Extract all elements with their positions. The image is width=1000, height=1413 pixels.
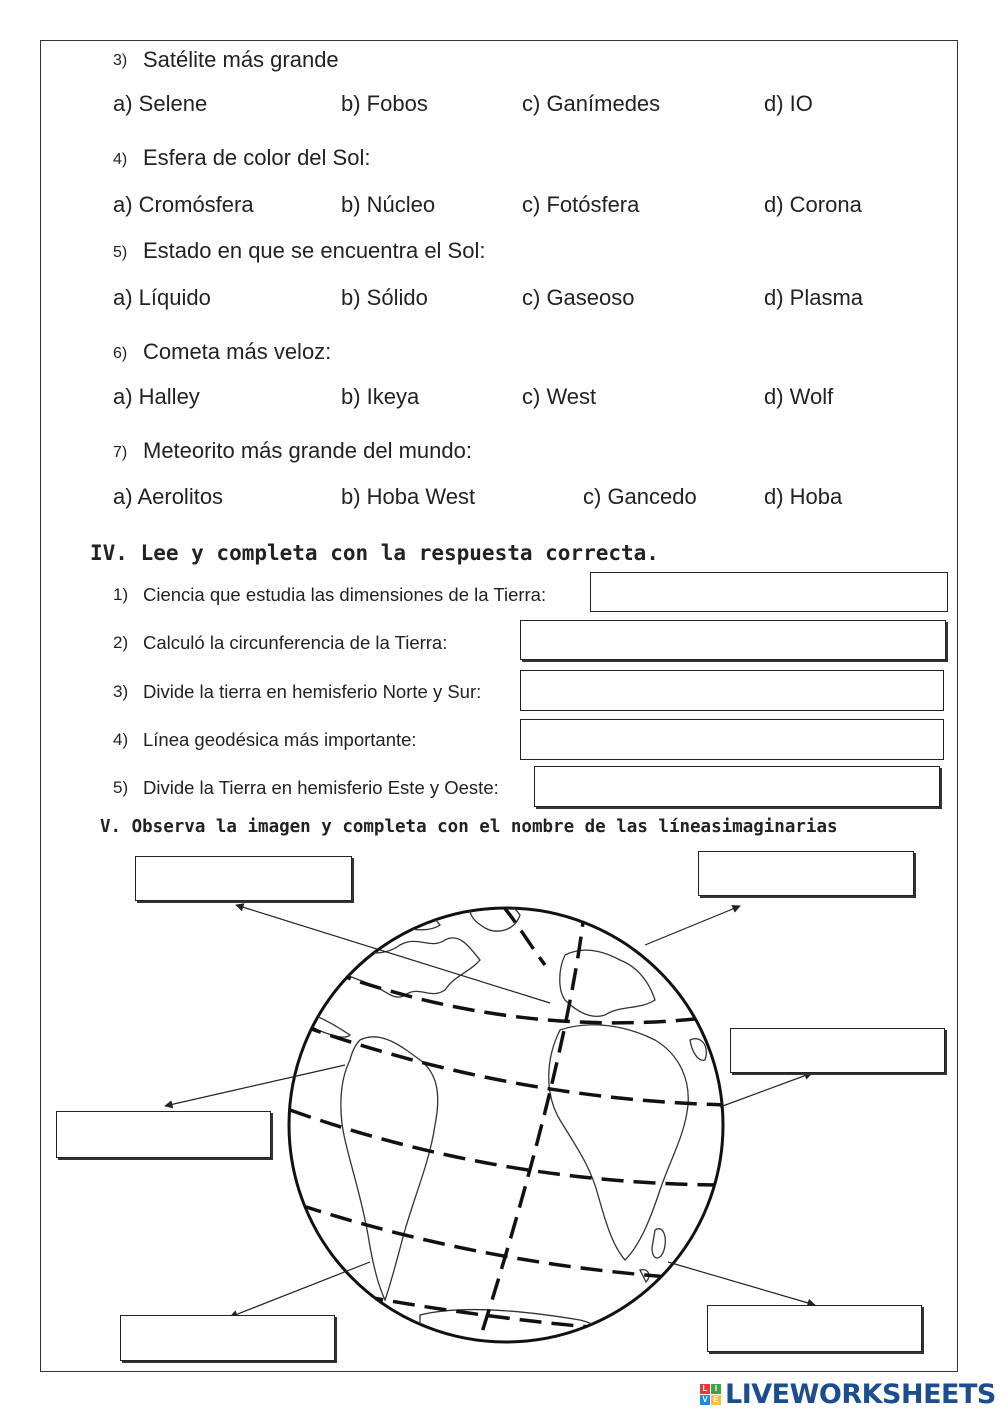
item-number: 3): [113, 682, 129, 701]
option-b[interactable]: b) Núcleo: [341, 192, 436, 217]
question-number: 5): [113, 244, 128, 261]
question-text: Estado en que se encuentra el Sol:: [143, 238, 486, 263]
item-text: Calculó la circunferencia de la Tierra:: [143, 632, 448, 653]
logo-text: LIVEWORKSHEETS: [725, 1378, 996, 1410]
label-box-middle-right[interactable]: [730, 1028, 945, 1073]
question-text: Satélite más grande: [143, 47, 339, 72]
question-text: Esfera de color del Sol:: [143, 145, 371, 170]
item-text: Divide la Tierra en hemisferio Este y Oeste:: [143, 777, 499, 798]
arrow-middle-right: [720, 1073, 812, 1107]
section-4-title: IV. Lee y completa con la respuesta correcta.: [90, 541, 659, 565]
option-c[interactable]: c) Ganímedes: [522, 91, 661, 116]
logo-tile-4: E: [711, 1395, 721, 1405]
section-5-title: V. Observa la imagen y completa con el nombre de las líneasimaginarias: [100, 817, 838, 837]
item-text: Ciencia que estudia las dimensiones de la Tierra:: [143, 584, 547, 605]
item-number: 5): [113, 778, 129, 797]
label-box-top-right[interactable]: [698, 851, 914, 896]
label-box-middle-left[interactable]: [56, 1111, 271, 1158]
item-text: Línea geodésica más importante:: [143, 729, 417, 750]
question-number: 6): [113, 345, 128, 362]
option-c[interactable]: c) Gaseoso: [522, 285, 635, 310]
option-d[interactable]: d) Hoba: [764, 484, 843, 509]
option-a[interactable]: a) Selene: [113, 91, 208, 116]
question-number: 3): [113, 52, 128, 69]
item-number: 2): [113, 633, 129, 652]
option-b[interactable]: b) Fobos: [341, 91, 428, 116]
arrow-bottom-right: [668, 1262, 815, 1305]
option-a[interactable]: a) Líquido: [113, 285, 211, 310]
option-d[interactable]: d) Plasma: [764, 285, 864, 310]
item-text: Divide la tierra en hemisferio Norte y Sur:: [143, 681, 482, 702]
option-a[interactable]: a) Halley: [113, 384, 200, 409]
arrow-top-right: [645, 906, 740, 945]
question-text: Cometa más veloz:: [143, 339, 332, 364]
option-d[interactable]: d) IO: [764, 91, 813, 116]
option-d[interactable]: d) Corona: [764, 192, 862, 217]
option-c[interactable]: c) Fotósfera: [522, 192, 640, 217]
option-b[interactable]: b) Ikeya: [341, 384, 420, 409]
question-text: Meteorito más grande del mundo:: [143, 438, 472, 463]
liveworksheets-logo-icon: [700, 1378, 996, 1410]
logo-tile-3: V: [700, 1395, 710, 1405]
option-b[interactable]: b) Hoba West: [341, 484, 476, 509]
question-number: 4): [113, 151, 128, 168]
label-box-top-left[interactable]: [135, 856, 352, 901]
logo-tiles: [700, 1384, 721, 1405]
item-number: 4): [113, 730, 129, 749]
option-d[interactable]: d) Wolf: [764, 384, 834, 409]
option-c[interactable]: c) West: [522, 384, 597, 409]
item-number: 1): [113, 585, 129, 604]
arrow-bottom-left: [230, 1262, 370, 1317]
option-b[interactable]: b) Sólido: [341, 285, 428, 310]
option-a[interactable]: a) Cromósfera: [113, 192, 254, 217]
logo-tile-1: L: [700, 1384, 710, 1394]
option-a[interactable]: a) Aerolitos: [113, 484, 224, 509]
label-box-bottom-left[interactable]: [120, 1315, 335, 1361]
logo-tile-2: I: [711, 1384, 721, 1394]
question-number: 7): [113, 444, 128, 461]
option-c[interactable]: c) Gancedo: [583, 484, 697, 509]
label-box-bottom-right[interactable]: [707, 1305, 922, 1352]
